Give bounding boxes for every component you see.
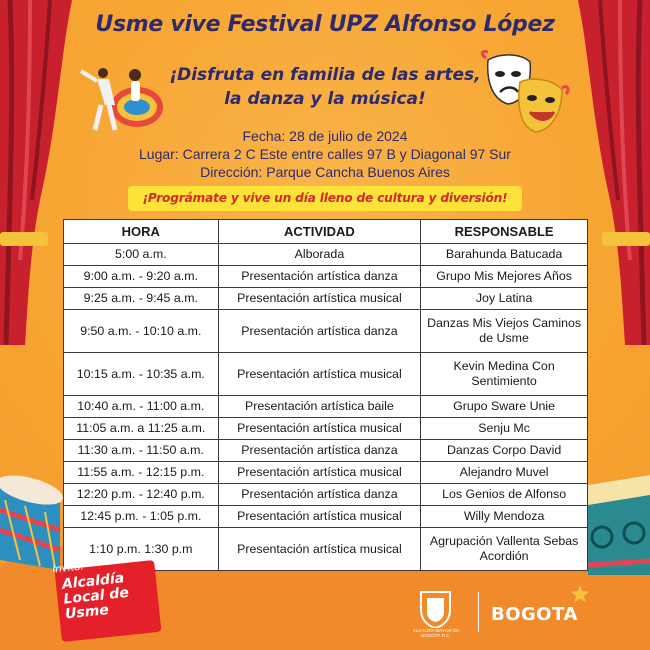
cell-actividad: Presentación artística musical [218,418,421,440]
cell-responsable: Danzas Corpo David [421,440,588,462]
cell-responsable: Senju Mc [421,418,588,440]
subtitle [130,63,520,111]
header-actividad: ACTIVIDAD [218,220,421,244]
cell-hora: 10:40 a.m. - 11:00 a.m. [64,396,219,418]
cell-hora: 9:00 a.m. - 9:20 a.m. [64,266,219,288]
cell-responsable: Alejandro Muvel [421,462,588,484]
schedule-table [63,219,588,571]
cell-hora: 12:20 p.m. - 12:40 p.m. [64,484,219,506]
cell-hora: 9:25 a.m. - 9:45 a.m. [64,288,219,310]
coat-of-arms-icon [413,588,458,640]
cell-hora: 9:50 a.m. - 10:10 a.m. [64,310,219,353]
cell-hora: 1:10 p.m. 1:30 p.m [64,528,219,571]
cell-responsable: Los Genios de Alfonso [421,484,588,506]
theater-curtain-right-icon [578,0,650,345]
table-row [64,462,588,484]
table-row [64,506,588,528]
header-hora: HORA [64,220,219,244]
table-row [64,396,588,418]
subtitle-line-1: ¡Disfruta en familia de las artes, [169,65,481,85]
invite-org: Alcaldía Local de Usme [61,570,130,623]
cell-actividad: Presentación artística musical [218,462,421,484]
cell-actividad: Presentación artística danza [218,266,421,288]
table-header-row [64,220,588,244]
cell-actividad: Alborada [218,244,421,266]
header-responsable: RESPONSABLE [421,220,588,244]
cell-actividad: Presentación artística musical [218,528,421,571]
event-address: Dirección: Parque Cancha Buenos Aires [200,164,450,180]
cell-actividad: Presentación artística danza [218,440,421,462]
page-title: Usme vive Festival UPZ Alfonso López [95,12,555,37]
cell-hora: 10:15 a.m. - 10:35 a.m. [64,353,219,396]
drum-icon [588,465,650,585]
table-row [64,310,588,353]
invite-label: Invita: [51,561,85,576]
event-place: Lugar: Carrera 2 C Este entre calles 97 B y Diagonal 97 Sur [139,146,511,162]
cell-actividad: Presentación artística musical [218,353,421,396]
subtitle-line-2: la danza y la música! [224,89,426,109]
table-row [64,440,588,462]
cell-actividad: Presentación artística musical [218,288,421,310]
cell-hora: 12:45 p.m. - 1:05 p.m. [64,506,219,528]
cell-actividad: Presentación artística danza [218,310,421,353]
table-row [64,288,588,310]
cell-responsable: Grupo Sware Unie [421,396,588,418]
cell-responsable: Barahunda Batucada [421,244,588,266]
cell-responsable: Grupo Mis Mejores Años [421,266,588,288]
promo-banner: ¡Prográmate y vive un día lleno de cultura y diversión! [128,186,522,211]
cell-hora: 11:05 a.m. a 11:25 a.m. [64,418,219,440]
table-row [64,244,588,266]
sponsor-logos [413,588,593,638]
theater-curtain-left-icon [0,0,72,345]
logo-divider [478,592,479,632]
table-row [64,353,588,396]
table-row [64,266,588,288]
cell-actividad: Presentación artística musical [218,506,421,528]
cell-responsable: Willy Mendoza [421,506,588,528]
event-info [120,127,530,181]
table-row [64,418,588,440]
cell-responsable: Kevin Medina Con Sentimiento [421,353,588,396]
cell-hora: 11:55 a.m. - 12:15 p.m. [64,462,219,484]
bogota-logo: BOGOTA [491,604,578,625]
table-row [64,484,588,506]
escudo-caption: ALCALDÍA MAYOR DE BOGOTÁ D.C. [412,628,460,638]
cell-actividad: Presentación artística baile [218,396,421,418]
invite-badge [51,560,162,642]
cell-responsable: Danzas Mis Viejos Caminos de Usme [421,310,588,353]
event-date: Fecha: 28 de julio de 2024 [242,128,408,144]
star-icon [570,584,590,604]
cell-hora: 5:00 a.m. [64,244,219,266]
cell-responsable: Joy Latina [421,288,588,310]
cell-actividad: Presentación artística danza [218,484,421,506]
cell-responsable: Agrupación Vallenta Sebas Acordión [421,528,588,571]
cell-hora: 11:30 a.m. - 11:50 a.m. [64,440,219,462]
